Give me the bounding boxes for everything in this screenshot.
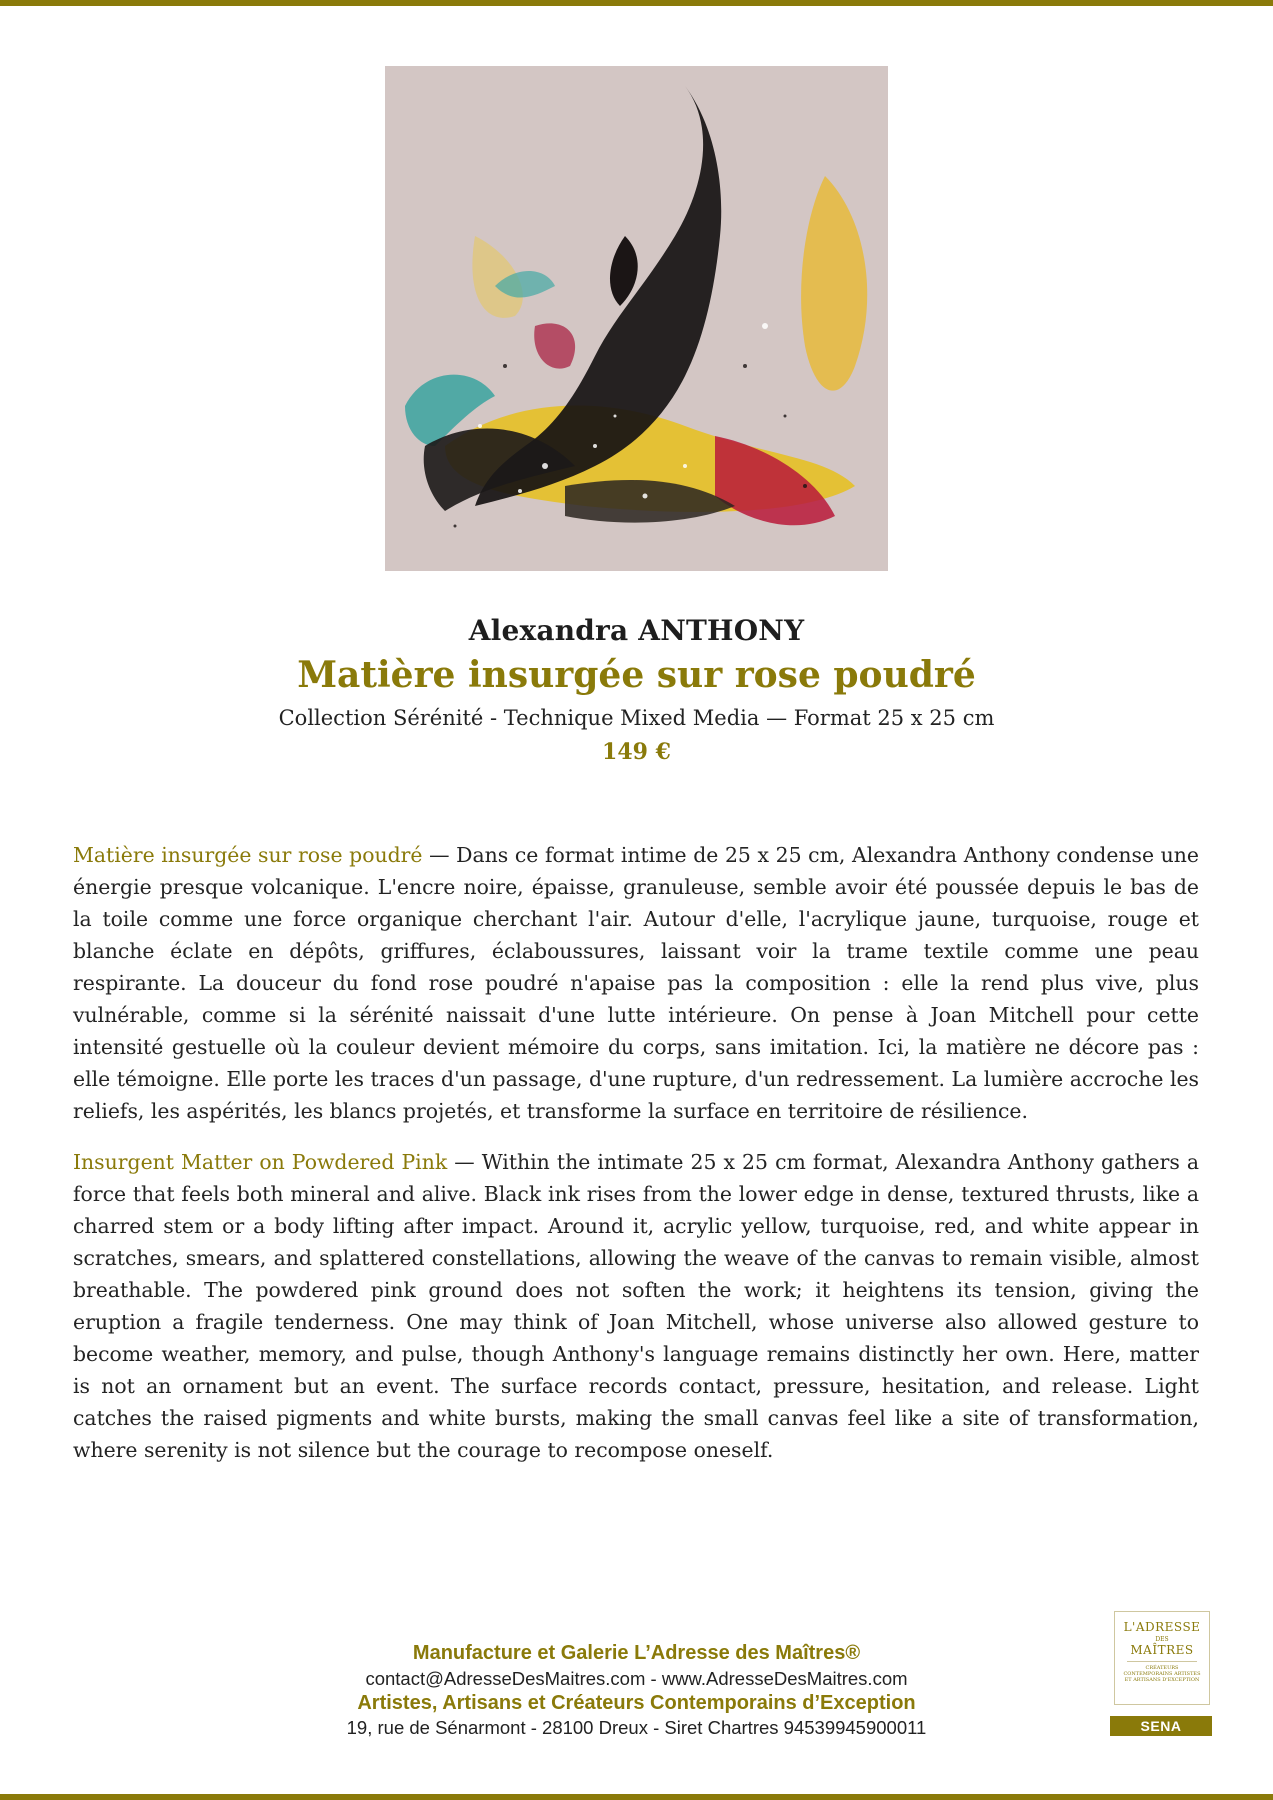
footer-contact[interactable]: contact@AdresseDesMaitres.com - www.AdresseDesMaitres.com	[365, 1668, 908, 1689]
sena-badge: SENA	[1110, 1716, 1212, 1736]
top-rule	[0, 0, 1273, 6]
bottom-rule	[0, 1794, 1273, 1800]
footer-gallery: Manufacture et Galerie L’Adresse des Maîtres®	[412, 1642, 861, 1664]
footer-tagline: Artistes, Artisans et Créateurs Contemporains d’Exception	[357, 1692, 916, 1714]
description-en	[73, 1146, 1199, 1466]
description-fr-lead: Matière insurgée sur rose poudré	[73, 843, 423, 867]
logo-line3: MAÎTRES	[1130, 1643, 1194, 1657]
logo-line2: DES	[1155, 1636, 1169, 1643]
artwork-title: Matière insurgée sur rose poudré	[297, 654, 976, 696]
artist-name: Alexandra ANTHONY	[468, 614, 805, 647]
description-en-lead: Insurgent Matter on Powdered Pink	[73, 1150, 448, 1174]
gallery-logo	[1114, 1611, 1210, 1705]
logo-line4: CRÉATEURS CONTEMPORAINS ARTISTES ET ARTISANS D'EXCEPTION	[1123, 1665, 1201, 1683]
description-fr	[73, 839, 1199, 1127]
artwork-price: 149 €	[602, 739, 671, 765]
description-en-text: — Within the intimate 25 x 25 cm format, Alexandra Anthony gathers a force that feels both mineral and alive. Black ink rises from the lower edge in dense, textured thrusts, like a charred stem or a body lifting after impact. Around it, acrylic yellow, turquoise, red, and white appear in scratches, smears, and splattered constellations, allowing the weave of the canvas to remain visible, almost breathable. The powdered pink ground does not soften the work; it heightens its tension, giving the eruption a fragile tenderness. One may think of Joan Mitchell, whose universe also allowed gesture to become weather, memory, and pulse, though Anthony's language remains distinctly her own. Here, matter is not an ornament but an event. The surface records contact, pressure, hesitation, and release. Light catches the raised pigments and white bursts, making the small canvas feel like a site of transformation, where serenity is not silence but the courage to recompose oneself.	[73, 1150, 1199, 1462]
description-fr-text: — Dans ce format intime de 25 x 25 cm, Alexandra Anthony condense une énergie presque volcanique. L'encre noire, épaisse, granuleuse, semble avoir été poussée depuis le bas de la toile comme une force organique cherchant l'air. Autour d'elle, l'acrylique jaune, turquoise, rouge et blanche éclate en dépôts, griffures, éclaboussures, laissant voir la trame textile comme une peau respirante. La douceur du fond rose poudré n'apaise pas la composition : elle la rend plus vive, plus vulnérable, comme si la sérénité naissait d'une lutte intérieure. On pense à Joan Mitchell pour cette intensité gestuelle où la couleur devient mémoire du corps, sans imitation. Ici, la matière ne décore pas : elle témoigne. Elle porte les traces d'un passage, d'une rupture, d'un redressement. La lumière accroche les reliefs, les aspérités, les blancs projetés, et transforme la surface en territoire de résilience.	[73, 843, 1199, 1123]
logo-divider	[1127, 1661, 1197, 1662]
footer-address: 19, rue de Sénarmont - 28100 Dreux - Siret Chartres 94539945900011	[346, 1717, 927, 1738]
logo-line1: L'ADRESSE	[1123, 1620, 1201, 1634]
artwork-image	[385, 66, 888, 571]
abstract-painting-image	[385, 66, 888, 571]
artwork-meta: Collection Sérénité - Technique Mixed Media — Format 25 x 25 cm	[278, 706, 995, 730]
